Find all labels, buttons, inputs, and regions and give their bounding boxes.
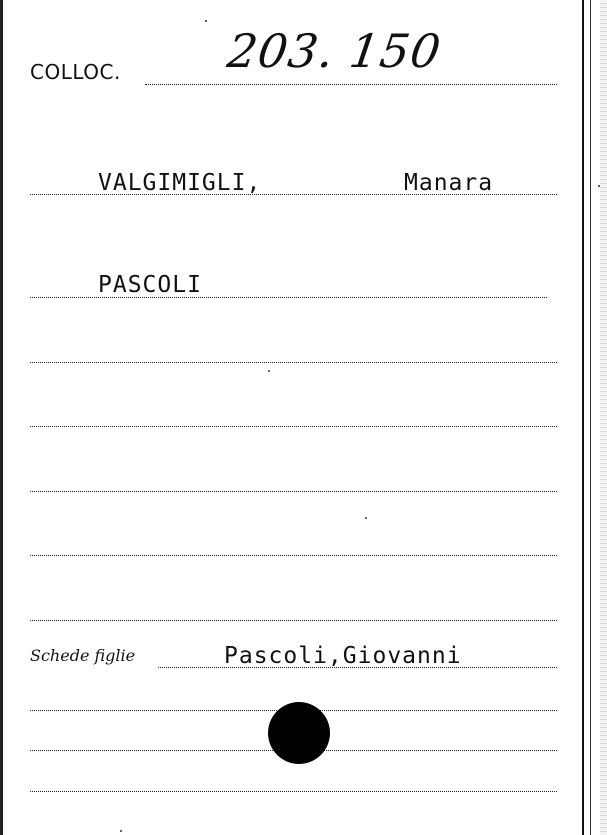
empty-rule [30,426,557,427]
author-surname: VALGIMIGLI, [98,170,262,196]
schede-label: Schede figlie [30,646,136,665]
schede-value: Pascoli,Giovanni [224,643,462,669]
empty-rule [30,791,557,792]
scan-speck [120,830,122,832]
scan-speck [268,370,270,372]
subject-line: PASCOLI [98,272,202,298]
card-right-edge [582,0,584,835]
empty-rule [30,620,557,621]
empty-rule [30,362,557,363]
colloc-label: COLLOC. [30,60,121,84]
colloc-value: 203. 150 [224,24,445,78]
card-left-edge [0,0,3,835]
card-right-margin [600,0,607,835]
card-right-edge-inner [590,0,591,835]
empty-rule [30,555,557,556]
scan-speck [365,517,367,519]
scan-speck [205,20,207,22]
author-name: Manara [404,170,494,196]
empty-rule [30,491,557,492]
colloc-rule [145,84,557,85]
punch-hole [268,702,330,764]
scan-speck [598,185,600,187]
